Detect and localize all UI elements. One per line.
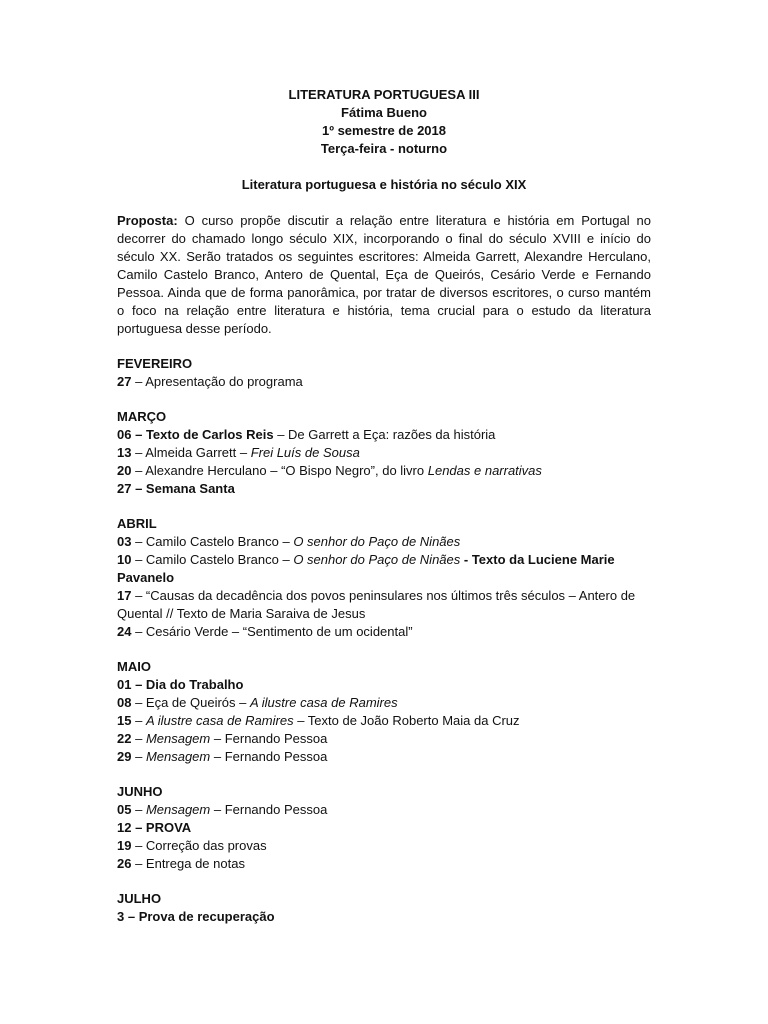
entry-text: Mensagem	[145, 802, 211, 817]
schedule-entry	[117, 748, 651, 766]
entry-date: 15	[117, 713, 132, 728]
entry-text: – Camilo Castelo Branco –	[131, 534, 294, 549]
course-subtitle: Literatura portuguesa e história no século XIX	[241, 177, 527, 192]
month-block	[117, 355, 651, 391]
entry-text: Lendas e narrativas	[427, 463, 542, 478]
month-name: MAIO	[117, 659, 151, 674]
entry-text: – Texto de João Roberto Maia da Cruz	[293, 713, 520, 728]
schedule-entry	[117, 908, 651, 926]
entry-date: 10	[117, 552, 132, 567]
entry-text: – Prova de recuperação	[124, 909, 275, 924]
entry-text: – Alexandre Herculano – “O Bispo Negro”, do livro	[131, 463, 428, 478]
entry-text: O senhor do Paço de Ninães	[293, 534, 461, 549]
entry-date: 24	[117, 624, 132, 639]
proposal-paragraph	[117, 212, 651, 338]
entry-text: – Fernando Pessoa	[210, 749, 328, 764]
entry-text: Mensagem	[145, 749, 211, 764]
entry-text: –	[131, 731, 146, 746]
schedule-entry	[117, 587, 651, 623]
schedule-entry	[117, 533, 651, 551]
schedule-entry	[117, 855, 651, 873]
entry-text: - Texto da Luciene Marie Pavanelo	[117, 552, 615, 585]
semester: 1º semestre de 2018	[321, 123, 446, 138]
schedule-entry	[117, 444, 651, 462]
entry-text: – Fernando Pessoa	[210, 731, 328, 746]
professor-name: Fátima Bueno	[341, 105, 427, 120]
schedule-entry	[117, 837, 651, 855]
entry-text: Texto de Carlos Reis	[145, 427, 274, 442]
entry-date: 01	[117, 677, 132, 692]
schedule-entry	[117, 801, 651, 819]
month-name: JUNHO	[117, 784, 163, 799]
entry-date: 3	[117, 909, 125, 924]
schedule-entry	[117, 712, 651, 730]
month-block	[117, 515, 651, 641]
entry-date: 26	[117, 856, 132, 871]
entry-date: 05	[117, 802, 132, 817]
month-block	[117, 658, 651, 766]
entry-text: – Eça de Queirós –	[131, 695, 250, 710]
schedule-entry	[117, 694, 651, 712]
month-name: FEVEREIRO	[117, 356, 193, 371]
entry-date: 22	[117, 731, 132, 746]
schedule-entry	[117, 623, 651, 641]
schedule-entry	[117, 480, 651, 498]
schedule-entry	[117, 819, 651, 837]
entry-text: – “Causas da decadência dos povos peninsulares nos últimos três séculos – Antero de Quental // Texto de Maria Saraiva de Jesus	[117, 588, 636, 621]
entry-date: 12	[117, 820, 132, 835]
schedule-entry	[117, 551, 651, 587]
entry-date: 17	[117, 588, 132, 603]
entry-date: 06	[117, 427, 132, 442]
schedule-entry	[117, 373, 651, 391]
schedule-entry	[117, 462, 651, 480]
entry-text: – Correção das provas	[131, 838, 267, 853]
class-schedule: Terça-feira - noturno	[320, 141, 448, 156]
schedule-entry	[117, 426, 651, 444]
entry-date: 27	[117, 481, 132, 496]
month-name: JULHO	[117, 891, 162, 906]
month-name: MARÇO	[117, 409, 167, 424]
schedule-entry	[117, 730, 651, 748]
entry-text: – Almeida Garrett –	[131, 445, 251, 460]
entry-date: 27	[117, 374, 132, 389]
entry-date: 03	[117, 534, 132, 549]
entry-text: – Entrega de notas	[131, 856, 245, 871]
entry-text: Frei Luís de Sousa	[250, 445, 360, 460]
entry-text: – De Garrett a Eça: razões da história	[273, 427, 496, 442]
month-block	[117, 408, 651, 498]
month-block	[117, 783, 651, 873]
entry-text: O senhor do Paço de Ninães	[293, 552, 461, 567]
course-title: LITERATURA PORTUGUESA III	[288, 87, 480, 102]
entry-text: Mensagem	[145, 731, 211, 746]
proposal-label: Proposta:	[117, 213, 178, 228]
entry-date: 20	[117, 463, 132, 478]
entry-date: 19	[117, 838, 132, 853]
entry-text: – Dia do Trabalho	[131, 677, 244, 692]
entry-text: –	[131, 427, 146, 442]
entry-text: – PROVA	[131, 820, 192, 835]
entry-text: A ilustre casa de Ramires	[145, 713, 294, 728]
schedule	[117, 355, 651, 926]
entry-text: –	[131, 802, 146, 817]
entry-date: 13	[117, 445, 132, 460]
entry-text: – Cesário Verde – “Sentimento de um ocidental”	[131, 624, 413, 639]
month-block	[117, 890, 651, 926]
entry-date: 29	[117, 749, 132, 764]
entry-text: – Apresentação do programa	[131, 374, 303, 389]
entry-text: –	[131, 749, 146, 764]
entry-text: – Camilo Castelo Branco –	[131, 552, 294, 567]
month-name: ABRIL	[117, 516, 157, 531]
schedule-entry	[117, 676, 651, 694]
entry-text: A ilustre casa de Ramires	[249, 695, 398, 710]
entry-text: – Semana Santa	[131, 481, 235, 496]
entry-text: –	[131, 713, 146, 728]
entry-date: 08	[117, 695, 132, 710]
proposal-text: O curso propõe discutir a relação entre literatura e história em Portugal no decorrer do chamado longo século XIX, incorporando o final do século XVIII e início do século XX. Serão tratados os seguintes escritores: Almeida Garrett, Alexandre Herculano, Camilo Castelo Branco, Antero de Quental, Eça de Queirós, Cesário Verde e Fernando Pessoa. Ainda que de forma panorâmica, por tratar de diversos escritores, o curso mantém o foco na relação entre literatura e história, tema crucial para o estudo da literatura portuguesa desse período.	[117, 213, 651, 336]
entry-text: – Fernando Pessoa	[210, 802, 328, 817]
course-header	[0, 86, 768, 158]
